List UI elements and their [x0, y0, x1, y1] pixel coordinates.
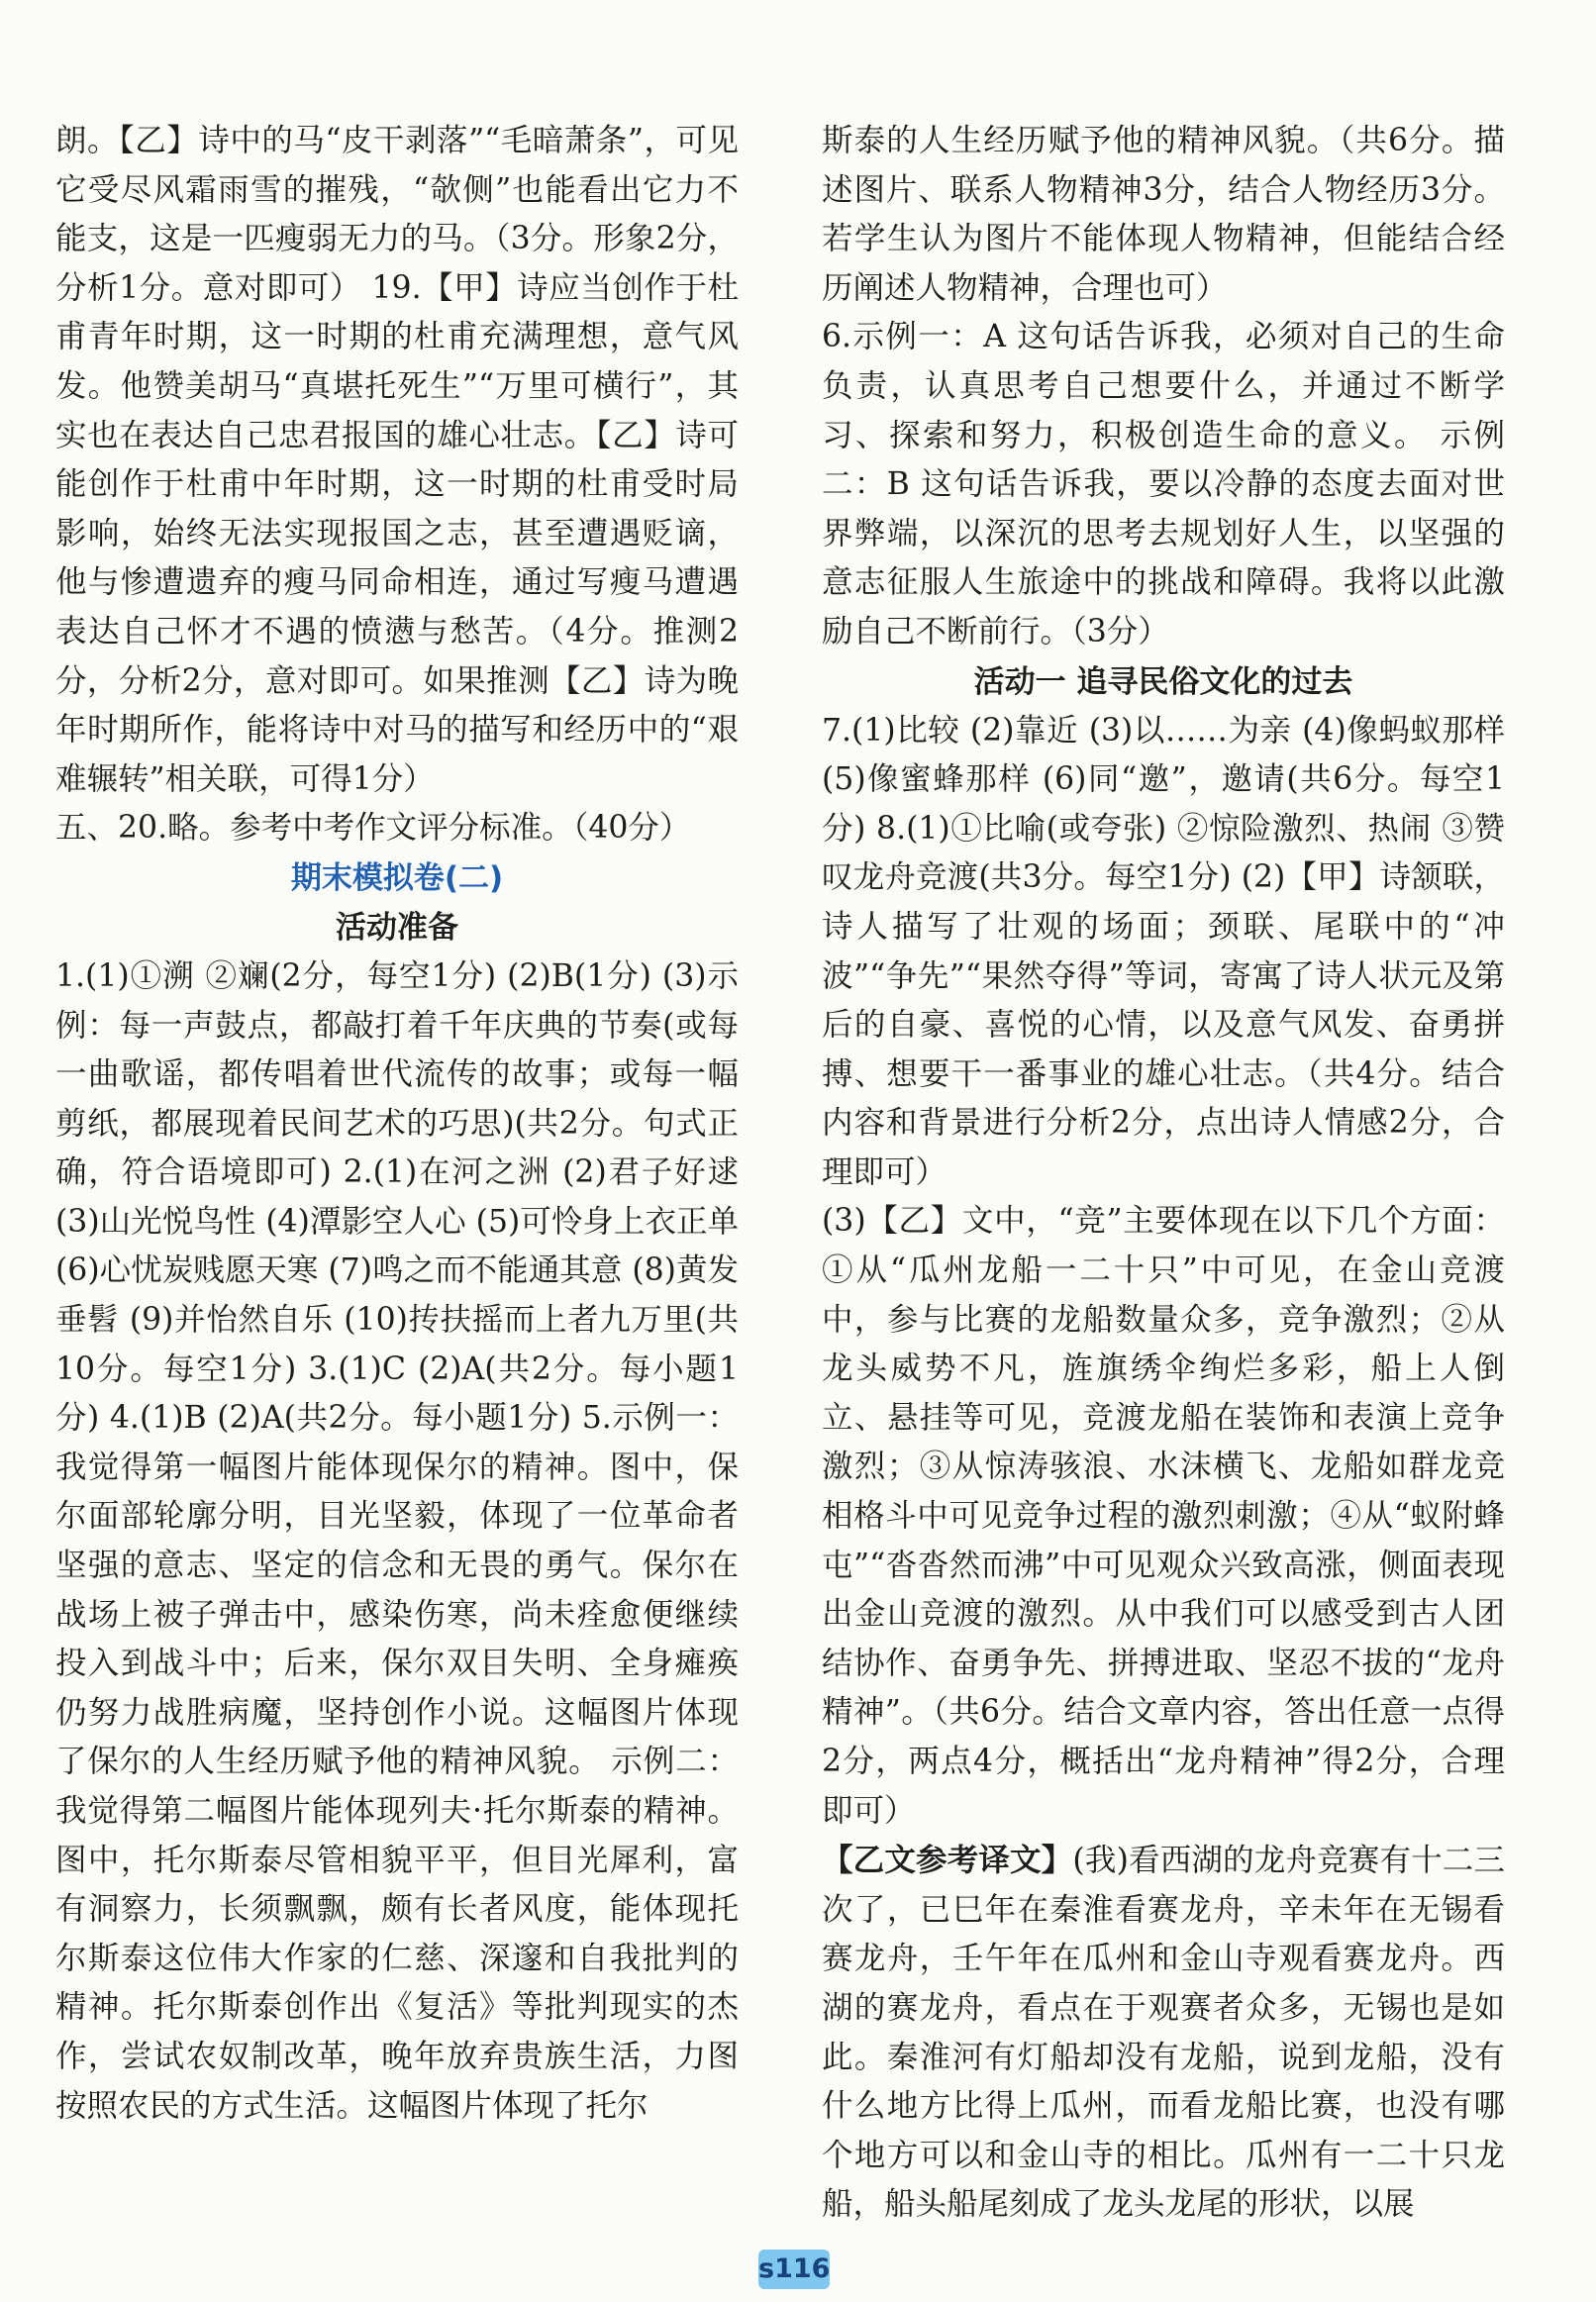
page-number: s116	[758, 2250, 830, 2289]
translation-text: (我)看西湖的龙舟竞赛有十二三次了，已巳年在秦淮看赛龙舟，辛未年在无锡看赛龙舟，壬午年在瓜州和金山寺观看赛龙舟。西湖的赛龙舟，看点在于观赛者众多，无锡也是如此。秦淮河有灯船却没有龙船，说到龙船，没有什么地方比得上瓜州，而看龙船比赛，也没有哪个地方可以和金山寺的相比。瓜州有一二十只龙船，船头船尾刻成了龙头龙尾的形状，以展	[822, 1843, 1505, 2223]
answer-paragraph: 五、20.略。参考中考作文评分标准。（40分）	[55, 810, 691, 847]
section-title: 期末模拟卷(二)	[290, 859, 504, 896]
answer-paragraph: 7.(1)比较 (2)靠近 (3)以……为亲 (4)像蚂蚁那样 (5)像蜜蜂那样 (6)同“邀”，邀请(共6分。每空1分) 8.(1)①比喻(或夸张) ②惊险激烈、热闹 ③赞叹龙舟竞渡(共3分。每空1分) (2)【甲】诗颔联，诗人描写了壮观的场面；颈联、尾联中的“冲波”“争先”“果然夺得”等词，寄寓了诗人状元及第后的自豪、喜悦的心情，以及意气风发、奋勇拼搏、想要干一番事业的雄心壮志。（共4分。结合内容和背景进行分析2分，点出诗人情感2分，合理即可）	[822, 712, 1505, 1190]
answer-paragraph: 斯泰的人生经历赋予他的精神风貌。（共6分。描述图片、联系人物精神3分，结合人物经历3分。若学生认为图片不能体现人物精神，但能结合经历阐述人物精神，合理也可）	[822, 123, 1505, 306]
answer-paragraph: 1.(1)①溯 ②斓(2分，每空1分) (2)B(1分) (3)示例：每一声鼓点，都敲打着千年庆典的节奏(或每一曲歌谣，都传唱着世代流传的故事；或每一幅剪纸，都展现着民间艺术的巧思)(共2分。句式正确，符合语境即可) 2.(1)在河之洲 (2)君子好逑 (3)山光悦鸟性 (4)潭影空人心 (5)可怜身上衣正单 (6)心忧炭贱愿天寒 (7)鸣之而不能通其意 (8)黄发垂髫 (9)并怡然自乐 (10)抟扶摇而上者九万里(共10分。每空1分) 3.(1)C (2)A(共2分。每小题1分) 4.(1)B (2)A(共2分。每小题1分) 5.示例一：我觉得第一幅图片能体现保尔的精神。图中，保尔面部轮廓分明，目光坚毅，体现了一位革命者坚强的意志、坚定的信念和无畏的勇气。保尔在战场上被子弹击中，感染伤寒，尚未痊愈便继续投入到战斗中；后来，保尔双目失明、全身瘫痪仍努力战胜病魔，坚持创作小说。这幅图片体现了保尔的人生经历赋予他的精神风貌。 示例二：我觉得第二幅图片能体现列夫·托尔斯泰的精神。图中，托尔斯泰尽管相貌平平，但目光犀利，富有洞察力，长须飘飘，颇有长者风度，能体现托尔斯泰这位伟大作家的仁慈、深邃和自我批判的精神。托尔斯泰创作出《复活》等批判现实的杰作，尝试农奴制改革，晚年放弃贵族生活，力图按照农民的方式生活。这幅图片体现了托尔	[55, 957, 739, 2124]
answer-paragraph: 朗。【乙】诗中的马“皮干剥落”“毛暗萧条”，可见它受尽风霜雨雪的摧残，“欹侧”也能看出它力不能支，这是一匹瘦弱无力的马。（3分。形象2分，分析1分。意对即可） 19.【甲】诗应当创作于杜甫青年时期，这一时期的杜甫充满理想，意气风发。他赞美胡马“真堪托死生”“万里可横行”，其实也在表达自己忠君报国的雄心壮志。【乙】诗可能创作于杜甫中年时期，这一时期的杜甫受时局影响，始终无法实现报国之志，甚至遭遇贬谪，他与惨遭遗弃的瘦马同命相连，通过写瘦马遭遇表达自己怀才不遇的愤懑与愁苦。（4分。推测2分，分析2分，意对即可。如果推测【乙】诗为晚年时期所作，能将诗中对马的描写和经历中的“艰难辗转”相关联，可得1分）	[55, 123, 739, 797]
translation-paragraph	[822, 1836, 1505, 2230]
section-title: 活动一 追寻民俗文化的过去	[973, 663, 1353, 700]
translation-label: 【乙文参考译文】	[822, 1842, 1073, 1879]
answer-paragraph: (3)【乙】文中，“竞”主要体现在以下几个方面：①从“瓜州龙船一二十只”中可见，在金山竞渡中，参与比赛的龙船数量众多，竞争激烈；②从龙头威势不凡，旌旗绣伞绚烂多彩，船上人倒立、悬挂等可见，竞渡龙船在装饰和表演上竞争激烈；③从惊涛骇浪、水沫横飞、龙船如群龙竞相格斗中可见竞争过程的激烈刺激；④从“蚁附蜂屯”“沓沓然而沸”中可见观众兴致高涨，侧面表现出金山竞渡的激烈。从中我们可以感受到古人团结协作、奋勇争先、拼搏进取、坚忍不拔的“龙舟精神”。（共6分。结合文章内容，答出任意一点得2分，两点4分，概括出“龙舟精神”得2分，合理即可）	[822, 1203, 1505, 1829]
right-column	[822, 117, 1505, 2230]
section-subtitle: 活动准备	[336, 909, 458, 946]
left-column	[55, 117, 739, 2131]
answer-paragraph: 6.示例一：A 这句话告诉我，必须对自己的生命负责，认真思考自己想要什么，并通过不断学习、探索和努力，积极创造生命的意义。 示例二：B 这句话告诉我，要以冷静的态度去面对世界弊端，以深沉的思考去规划好人生，以坚强的意志征服人生旅途中的挑战和障碍。我将以此激励自己不断前行。（3分）	[822, 319, 1505, 650]
